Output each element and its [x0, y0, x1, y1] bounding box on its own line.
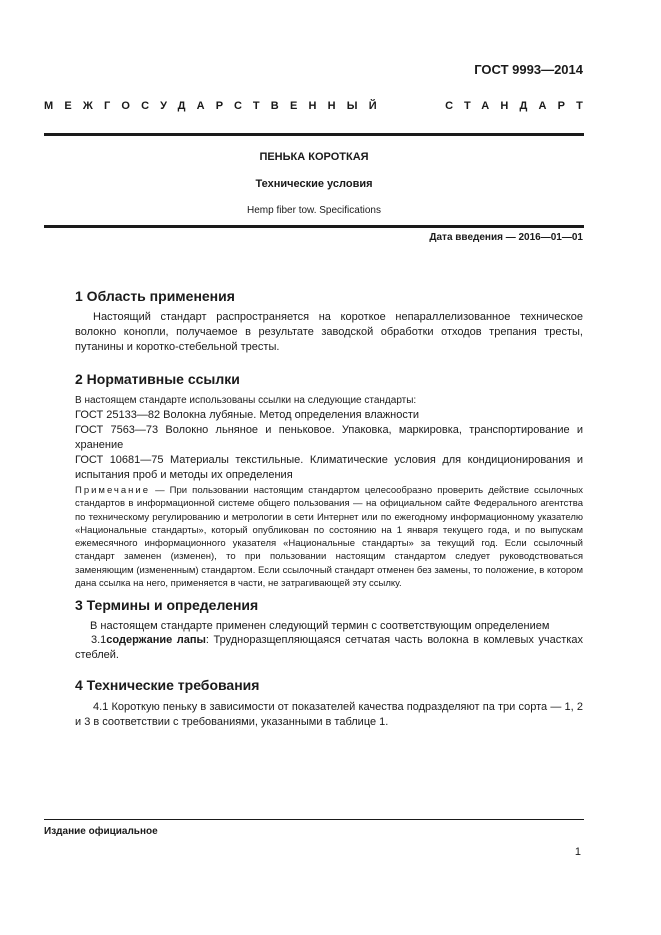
- interstate-word: МЕЖГОСУДАРСТВЕННЫЙ: [44, 100, 388, 112]
- section-3-intro: В настоящем стандарте применен следующий термин с соответствующим определением: [90, 620, 550, 632]
- section-4-text: 4.1 Короткую пеньку в зависимости от показателей качества подразделяют па три сорта — 1, 2 и 3 в соответствии с требованиями, указанными в таблице 1.: [75, 701, 583, 728]
- section-1-text: Настоящий стандарт распространяется на короткое непараллелизованное техническое волокно конопли, получаемое в результате заводской обработки отходов трепания тресты, путанины и коротко-стебельной тресты.: [75, 311, 583, 353]
- term-number: 3.1: [91, 634, 107, 646]
- reference-item: ГОСТ 10681—75 Материалы текстильные. Климатические условия для кондиционирования и испытания проб и методы их определения: [75, 454, 583, 481]
- note-label: Примечание: [75, 485, 150, 496]
- page-number: 1: [574, 846, 581, 858]
- footer-divider: [44, 819, 584, 820]
- section-1-heading: 1 Область применения: [75, 288, 235, 304]
- official-edition-label: Издание официальное: [44, 826, 158, 837]
- standard-number: ГОСТ 9993—2014: [474, 62, 583, 77]
- reference-item: ГОСТ 7563—73 Волокно льняное и пеньковое. Упаковка, маркировка, транспортирование и хранение: [75, 424, 583, 451]
- top-divider: [44, 133, 584, 136]
- reference-item: ГОСТ 25133—82 Волокна лубяные. Метод определения влажности: [75, 409, 420, 421]
- section-2-note: [75, 484, 583, 590]
- note-text: — При пользовании настоящим стандартом целесообразно проверить действие ссылочных стандартов в информационной системе общего пользования — на официальном сайте Федерального агентства по техническому регулированию и метрологии в сети Интернет или по ежегодному информационному указателю «Национальные стандарты», который опубликован по состоянию на 1 января текущего года, и по выпускам ежемесячного информационного указателя «Национальные стандарты» за текущий год. Если ссылочный стандарт заменен (изменен), то при пользовании настоящим стандартом следует руководствоваться заменяющим (измененным) стандартом. Если ссылочный стандарт отменен без замены, то положение, в котором дана ссылка на него, применяется в части, не затрагивающей эту ссылку.: [75, 485, 583, 590]
- section-2-intro: В настоящем стандарте использованы ссылки на следующие стандарты:: [75, 395, 417, 406]
- standard-word: СТАНДАРТ: [445, 100, 594, 112]
- document-title: ПЕНЬКА КОРОТКАЯ: [259, 151, 369, 163]
- section-4-heading: 4 Технические требования: [75, 677, 260, 693]
- document-subtitle: Технические условия: [255, 178, 373, 190]
- term-name: содержание лапы: [106, 634, 206, 646]
- term-definition: [75, 633, 583, 663]
- term-definition-text: : Трудноразщепляющаяся сетчатая часть волокна в комлевых участках стеблей.: [75, 634, 583, 661]
- title-divider: [44, 225, 584, 228]
- section-2-heading: 2 Нормативные ссылки: [75, 371, 240, 387]
- section-3-heading: 3 Термины и определения: [75, 597, 259, 613]
- introduction-date: Дата введения — 2016—01—01: [429, 232, 583, 243]
- english-title: Hemp fiber tow. Specifications: [247, 205, 381, 216]
